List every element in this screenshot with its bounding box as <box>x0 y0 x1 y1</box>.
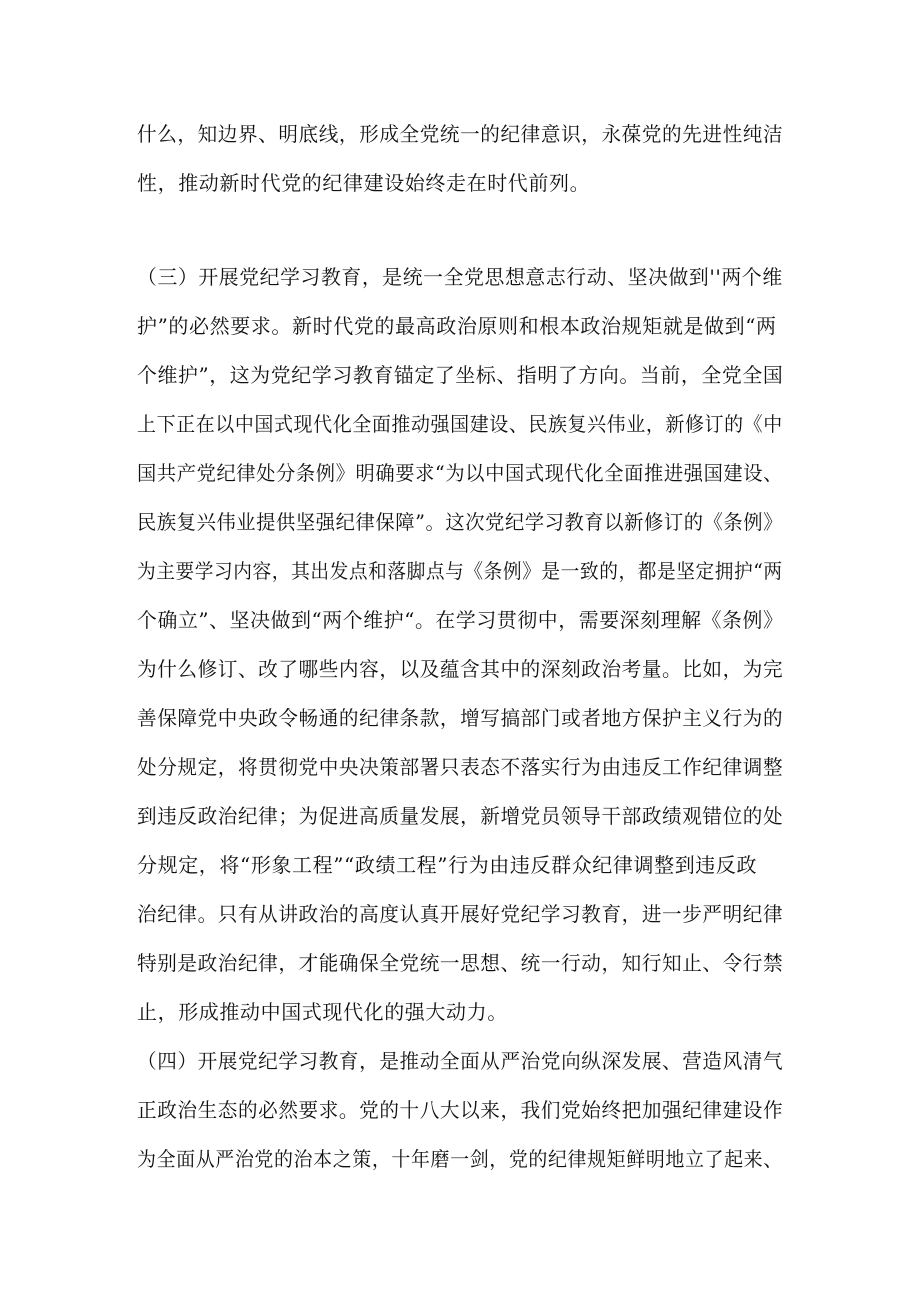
text-line: 特别是政治纪律，才能确保全党统一思想、统一行动，知行知止、令行禁 <box>137 951 784 975</box>
text-line: （三）开展党纪学习教育，是统一全党思想意志行动、坚决做到''两个维 <box>137 265 783 289</box>
text-line: 为主要学习内容，其出发点和落脚点与《条例》是一致的，都是坚定拥护“两 <box>137 559 783 583</box>
text-line: 上下正在以中国式现代化全面推动强国建设、民族复兴伟业，新修订的《中 <box>137 412 783 436</box>
text-line: 护”的必然要求。新时代党的最高政治原则和根本政治规矩就是做到“两 <box>137 314 777 338</box>
text-line: 分规定，将“形象工程”“政绩工程”行为由违反群众纪律调整到违反政 <box>137 853 758 877</box>
text-line: 为全面从严治党的治本之策，十年磨一剑，党的纪律规矩鲜明地立了起来、 <box>137 1147 783 1171</box>
text-line: 什么，知边界、明底线，形成全党统一的纪律意识，永葆党的先进性纯洁 <box>137 122 784 146</box>
text-line: 止，形成推动中国式现代化的强大动力。 <box>137 1000 508 1024</box>
text-line: 到违反政治纪律；为促进高质量发展，新增党员领导干部政绩观错位的处 <box>137 804 784 828</box>
text-line: 善保障党中央政令畅通的纪律条款，增写搞部门或者地方保护主义行为的 <box>137 706 784 730</box>
text-line: 个确立”、坚决做到“两个维护“。在学习贯彻中，需要深刻理解《条例》 <box>137 608 784 632</box>
text-line: 民族复兴伟业提供坚强纪律保障”。这次党纪学习教育以新修订的《条例》 <box>137 510 784 534</box>
text-line: 个维护”，这为党纪学习教育锚定了坐标、指明了方向。当前，全党全国 <box>137 363 784 387</box>
text-line: 治纪律。只有从讲政治的高度认真开展好党纪学习教育，进一步严明纪律 <box>137 902 784 926</box>
text-line: 处分规定，将贯彻党中央决策部署只表态不落实行为由违反工作纪律调整 <box>137 755 784 779</box>
text-line: （四）开展党纪学习教育，是推动全面从严治党向纵深发展、营造风清气 <box>137 1049 784 1073</box>
text-line: 为什么修订、改了哪些内容，以及蕴含其中的深刻政治考量。比如，为完 <box>137 657 784 681</box>
text-line: 性，推动新时代党的纪律建设始终走在时代前列。 <box>137 171 591 195</box>
text-line: 正政治生态的必然要求。党的十八大以来，我们党始终把加强纪律建设作 <box>137 1098 784 1122</box>
text-line: 国共产党纪律处分条例》明确要求“为以中国式现代化全面推进强国建设、 <box>137 461 784 485</box>
